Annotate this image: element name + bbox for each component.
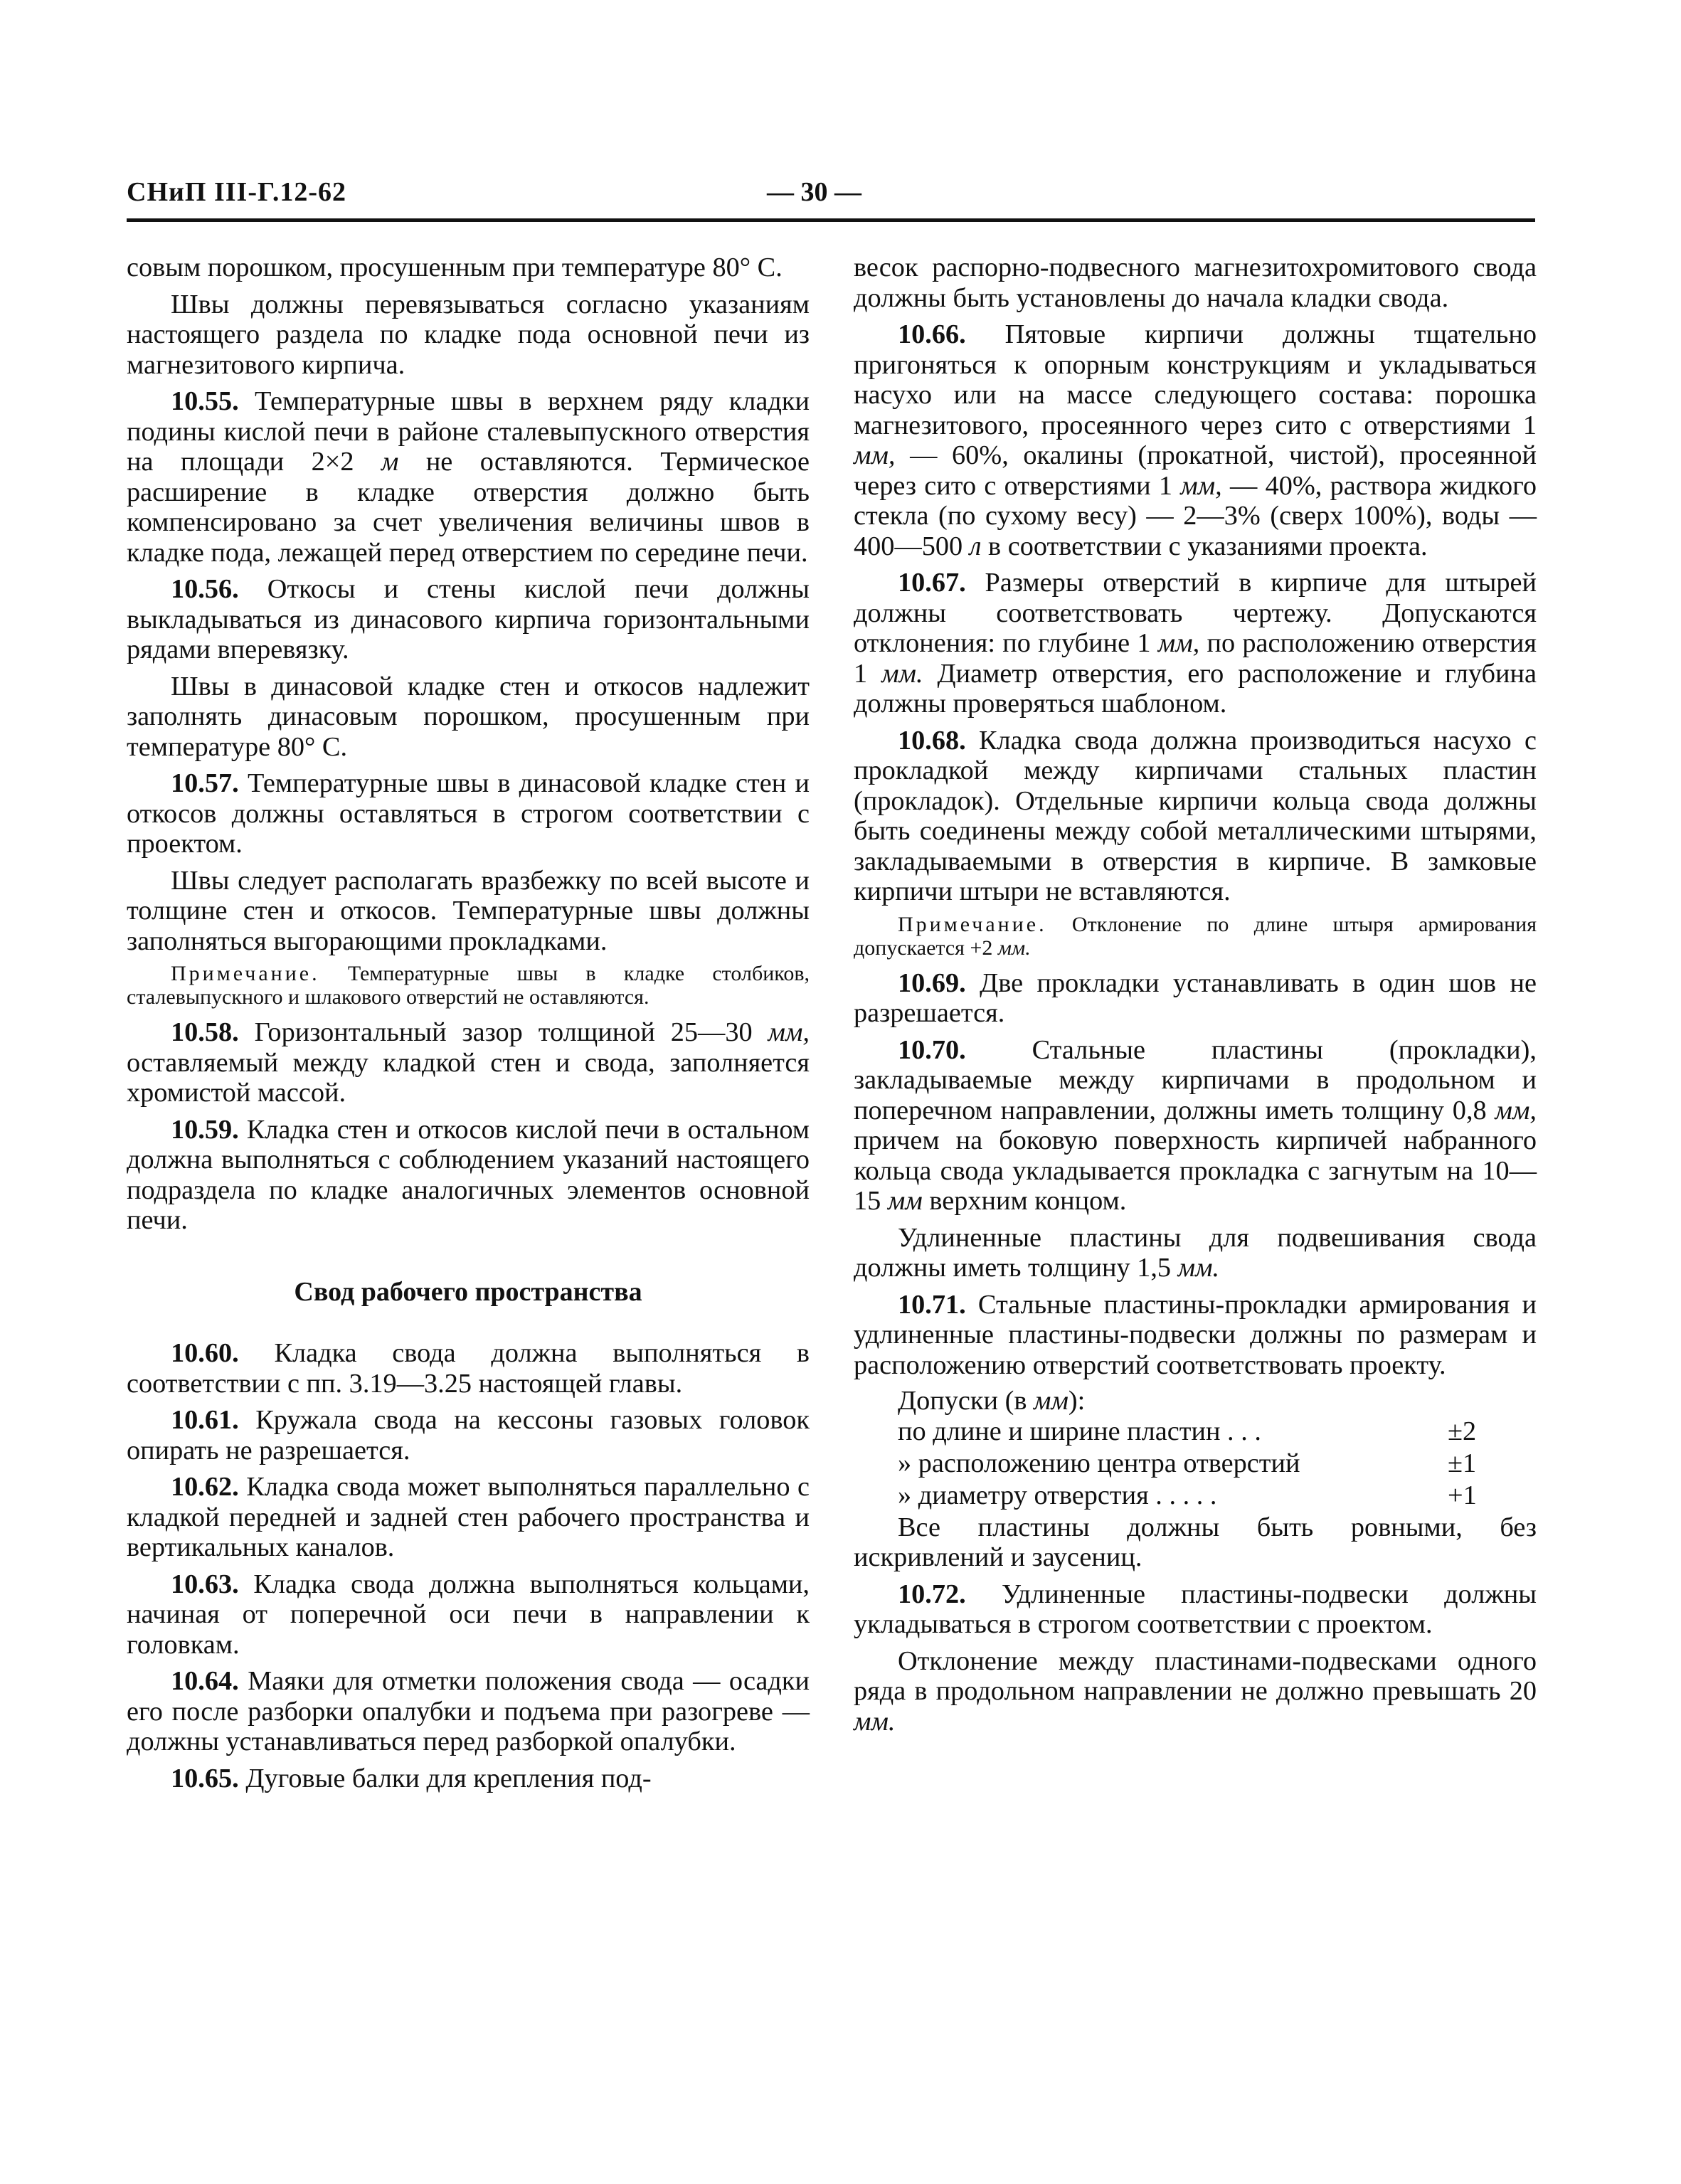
clause-10-66: 10.66. Пятовые кирпичи должны тщательно пригоняться к опорным конструкциям и укладываться насухо или на массе следующего состава: порошка магнезитового, просеянного через сито с отверстиями 1 мм, — 60%, окалины (прокатной, чистой), просеянной через сито с отверстиями 1 мм, — 40%, раствора жидкого стекла (по сухому весу) — 2—3% (сверх 100%), воды — 400—500 л в соответствии с указаниями проекта. (854, 319, 1537, 561)
clause-number: 10.61. (171, 1405, 239, 1435)
clause-number: 10.62. (171, 1472, 239, 1502)
page-number: — 30 — (767, 177, 861, 207)
left-column (127, 253, 810, 1793)
clause-number: 10.57. (171, 768, 239, 798)
clause-number: 10.70. (898, 1034, 966, 1065)
paragraph: Швы следует располагать вразбежку по всей высоте и толщине стен и откосов. Температурные швы должны заполняться выгорающими прокладками. (127, 865, 810, 956)
clause-10-55: 10.55. Температурные швы в верхнем ряду кладки подины кислой печи в районе сталевыпускного отверстия на площади 2×2 м не оставляются. Термическое расширение в кладке отверстия должно быть компенсировано за счет увеличения величины швов в кладке пода, лежащей перед отверстием по середине печи. (127, 386, 810, 568)
clause-number: 10.71. (898, 1289, 966, 1320)
clause-number: 10.68. (898, 725, 966, 756)
clause-10-62: 10.62. Кладка свода может выполняться параллельно с кладкой передней и задней стен рабочего пространства и вертикальных каналов. (127, 1472, 810, 1562)
clause-10-70: 10.70. Стальные пластины (прокладки), закладываемые между кирпичами в продольном и поперечном направлении, должны иметь толщину 0,8 мм, причем на боковую поверхность кирпичей набранного кольца свода укладывается прокладка с загнутым на 10—15 мм верхним концом. (854, 1034, 1537, 1216)
clause-number: 10.63. (171, 1569, 239, 1599)
clause-number: 10.69. (898, 968, 966, 998)
clause-10-60: 10.60. Кладка свода должна выполняться в соответствии с пп. 3.19—3.25 настоящей главы. (127, 1338, 810, 1399)
clause-number: 10.67. (898, 568, 966, 598)
note: Примечание. Отклонение по длине штыря армирования допускается +2 мм. (854, 912, 1537, 960)
paragraph: Отклонение между пластинами-подвесками одного ряда в продольном направлении не должно превышать 20 мм. (854, 1645, 1537, 1737)
clause-10-63: 10.63. Кладка свода должна выполняться кольцами, начиная от поперечной оси печи в направлении к головкам. (127, 1569, 810, 1660)
clause-10-61: 10.61. Кружала свода на кессоны газовых головок опирать не разрешается. (127, 1405, 810, 1465)
clause-number: 10.66. (898, 319, 966, 349)
note-label: Примечание. (171, 962, 320, 985)
clause-10-71: 10.71. Стальные пластины-прокладки армирования и удлиненные пластины-подвески должны по размерам и расположению отверстий соответствовать проекту. (854, 1289, 1537, 1380)
clause-10-56: 10.56. Откосы и стены кислой печи должны выкладываться из динасового кирпича горизонтальными рядами вперевязку. (127, 574, 810, 664)
clause-number: 10.60. (171, 1338, 239, 1368)
tolerance-row (854, 1480, 1537, 1512)
clause-10-65: 10.65. Дуговые балки для крепления под- (171, 1763, 652, 1793)
paragraph: совым порошком, просушенным при температуре 80° С. (127, 253, 783, 282)
clause-number: 10.56. (171, 574, 239, 604)
paragraph: Швы должны перевязываться согласно указаниям настоящего раздела по кладке пода основной печи из магнезитового кирпича. (127, 289, 810, 380)
paragraph: весок распорно-подвесного магнезитохромитового свода должны быть установлены до начала кладки свода. (854, 253, 1537, 313)
clause-number: 10.59. (171, 1114, 239, 1145)
note-label: Примечание. (898, 912, 1047, 936)
clause-10-72: 10.72. Удлиненные пластины-подвески должны укладываться в строгом соответствии с проектом. (854, 1579, 1537, 1639)
header-rule (127, 218, 1535, 222)
clause-10-57: 10.57. Температурные швы в динасовой кладке стен и откосов должны оставляться в строгом соответствии с проектом. (127, 768, 810, 859)
tolerance-value: +1 (1448, 1480, 1477, 1510)
tolerance-label: » диаметру отверстия . . . . . (898, 1480, 1217, 1510)
clause-10-67: 10.67. Размеры отверстий в кирпиче для штырей должны соответствовать чертежу. Допускаются отклонения: по глубине 1 мм, по расположению отверстия 1 мм. Диаметр отверстия, его расположение и глубина должны проверяться шаблоном. (854, 568, 1537, 719)
clause-number: 10.65. (171, 1763, 239, 1793)
section-heading: Свод рабочего пространства (294, 1276, 642, 1307)
right-column (854, 253, 1537, 1737)
document-code: СНиП III-Г.12-62 (127, 177, 347, 207)
clause-10-64: 10.64. Маяки для отметки положения свода — осадки его после разборки опалубки и подъема при разогреве — должны устанавливаться перед разборкой опалубки. (127, 1666, 810, 1756)
paragraph: Удлиненные пластины для подвешивания свода должны иметь толщину 1,5 мм. (854, 1222, 1537, 1283)
tolerance-value: ±1 (1448, 1448, 1477, 1478)
tolerance-row (854, 1416, 1537, 1448)
clause-10-58: 10.58. Горизонтальный зазор толщиной 25—30 мм, оставляемый между кладкой стен и свода, заполняется хромистой массой. (127, 1017, 810, 1108)
paragraph: Швы в динасовой кладке стен и откосов надлежит заполнять динасовым порошком, просушенным при температуре 80° С. (127, 671, 810, 762)
tolerance-row (854, 1448, 1537, 1480)
paragraph: Все пластины должны быть ровными, без искривлений и заусениц. (854, 1512, 1537, 1572)
tolerance-label: » расположению центра отверстий (898, 1448, 1300, 1478)
clause-number: 10.58. (171, 1017, 239, 1047)
clause-number: 10.55. (171, 386, 239, 416)
note: Примечание. Температурные швы в кладке столбиков, сталевыпускного и шлакового отверстий не оставляются. (127, 962, 810, 1009)
clause-10-68: 10.68. Кладка свода должна производиться насухо с прокладкой между кирпичами стальных пластин (прокладок). Отдельные кирпичи кольца свода должны быть соединены между собой металлическими штырями, закладываемыми в отверстия в кирпиче. В замковые кирпичи штыри не вставляются. (854, 725, 1537, 906)
clause-number: 10.64. (171, 1666, 239, 1696)
clause-number: 10.72. (898, 1579, 966, 1609)
tolerance-value: ±2 (1448, 1416, 1477, 1446)
clause-10-59: 10.59. Кладка стен и откосов кислой печи в остальном должна выполняться с соблюдением указаний настоящего подраздела по кладке аналогичных элементов основной печи. (127, 1114, 810, 1235)
tolerances-intro: Допуски (в мм): (898, 1386, 1086, 1416)
clause-10-69: 10.69. Две прокладки устанавливать в один шов не разрешается. (854, 968, 1537, 1028)
tolerance-label: по длине и ширине пластин . . . (898, 1416, 1261, 1446)
